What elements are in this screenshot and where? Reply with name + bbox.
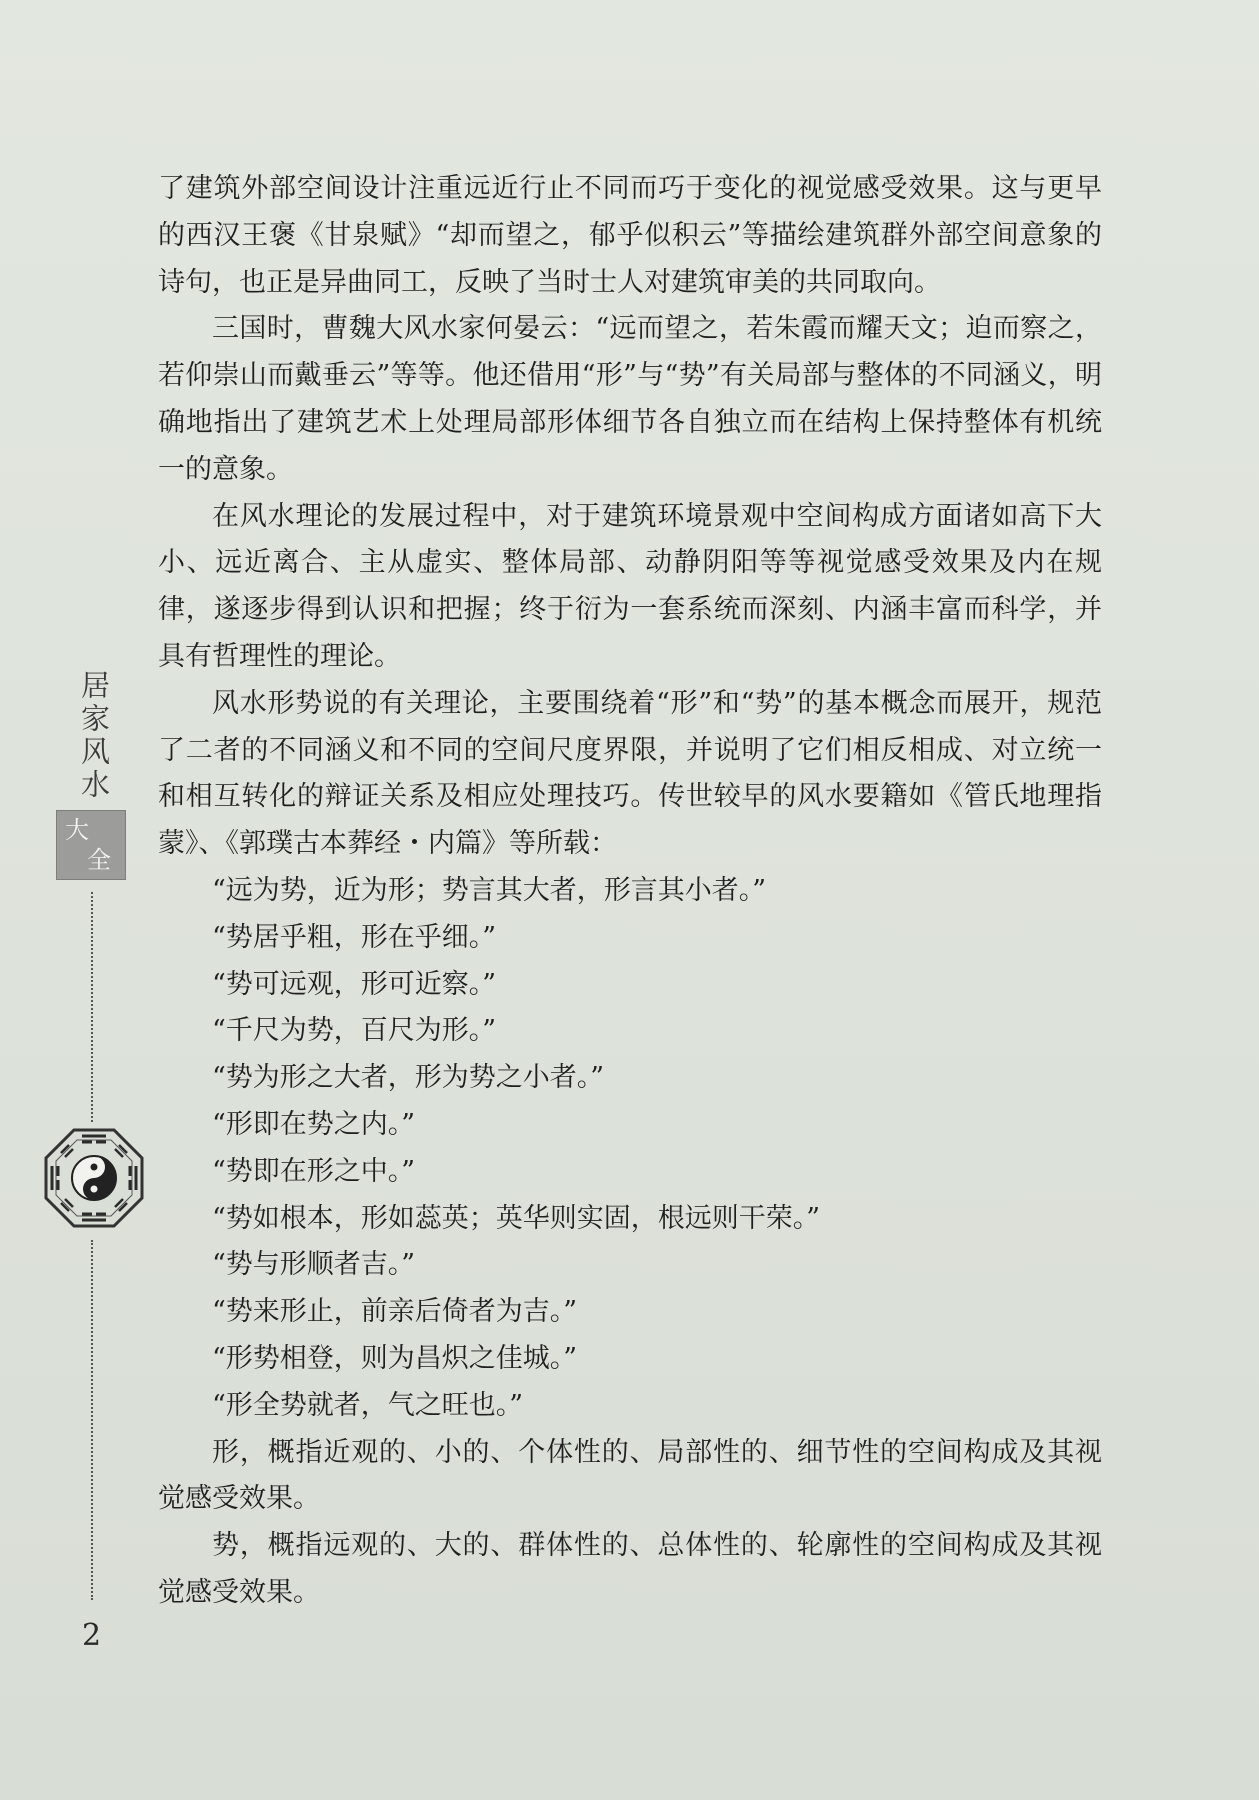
sidebar-dotted-line bbox=[91, 1240, 93, 1600]
sidebar-book-title: 居家风水 bbox=[77, 670, 111, 802]
sidebar-dotted-line bbox=[91, 892, 93, 1122]
quote-line: “形势相登，则为昌炽之佳城。” bbox=[212, 1342, 578, 1374]
quote-line: “形全势就者，气之旺也。” bbox=[212, 1389, 524, 1421]
paragraph: 形，概指近观的、小的、个体性的、局部性的、细节性的空间构成及其视觉感受效果。 bbox=[158, 1436, 1102, 1515]
paragraph: 势，概指远观的、大的、群体性的、总体性的、轮廓性的空间构成及其视觉感受效果。 bbox=[158, 1530, 1102, 1608]
paragraph: 了建筑外部空间设计注重远近行止不同而巧于变化的视觉感受效果。这与更早的西汉王褒《甘泉赋》“却而望之，郁乎似积云”等描绘建筑群外部空间意象的诗句，也正是异曲同工，反映了当时士人对建筑审美的共同取向。 bbox=[158, 173, 1102, 298]
quote-line: “形即在势之内。” bbox=[212, 1108, 416, 1140]
quote-line: “势如根本，形如蕊英；英华则实固，根远则干荣。” bbox=[212, 1202, 821, 1234]
paragraph: 在风水理论的发展过程中，对于建筑环境景观中空间构成方面诸如高下大小、远近离合、主从虚实、整体局部、动静阴阳等等视觉感受效果及内在规律，遂逐步得到认识和把握；终于衍为一套系统而深刻、内涵丰富而科学，并具有哲理性的理论。 bbox=[158, 500, 1102, 672]
paragraph: 三国时，曹魏大风水家何晏云：“远而望之，若朱霞而耀天文；迫而察之，若仰崇山而戴垂云”等等。他还借用“形”与“势”有关局部与整体的不同涵义，明确地指出了建筑艺术上处理局部形体细节各自独立而在结构上保持整体有机统一的意象。 bbox=[158, 313, 1102, 485]
quote-line: “势即在形之中。” bbox=[212, 1155, 416, 1187]
quote-line: “千尺为势，百尺为形。” bbox=[212, 1015, 497, 1047]
sidebar-badge bbox=[56, 810, 126, 880]
page-number: 2 bbox=[82, 1618, 102, 1653]
quote-line: “势可远观，形可近察。” bbox=[212, 968, 497, 1000]
badge-char: 全 bbox=[87, 846, 111, 874]
body-text bbox=[158, 166, 1102, 1617]
quote-line: “势为形之大者，形为势之小者。” bbox=[212, 1062, 605, 1094]
quote-line: “势居乎粗，形在乎细。” bbox=[212, 921, 497, 953]
paragraph: 风水形势说的有关理论，主要围绕着“形”和“势”的基本概念而展开，规范了二者的不同涵义和不同的空间尺度界限，并说明了它们相反相成、对立统一和相互转化的辩证关系及相应处理技巧。传世较早的风水要籍如《管氏地理指蒙》、《郭璞古本葬经・内篇》等所载： bbox=[158, 687, 1102, 860]
quote-line: “势与形顺者吉。” bbox=[212, 1249, 416, 1281]
bagua-yinyang-icon bbox=[44, 1128, 144, 1228]
quote-line: “势来形止，前亲后倚者为吉。” bbox=[212, 1296, 578, 1328]
quote-line: “远为势，近为形；势言其大者，形言其小者。” bbox=[212, 874, 767, 906]
badge-char: 大 bbox=[65, 816, 89, 844]
